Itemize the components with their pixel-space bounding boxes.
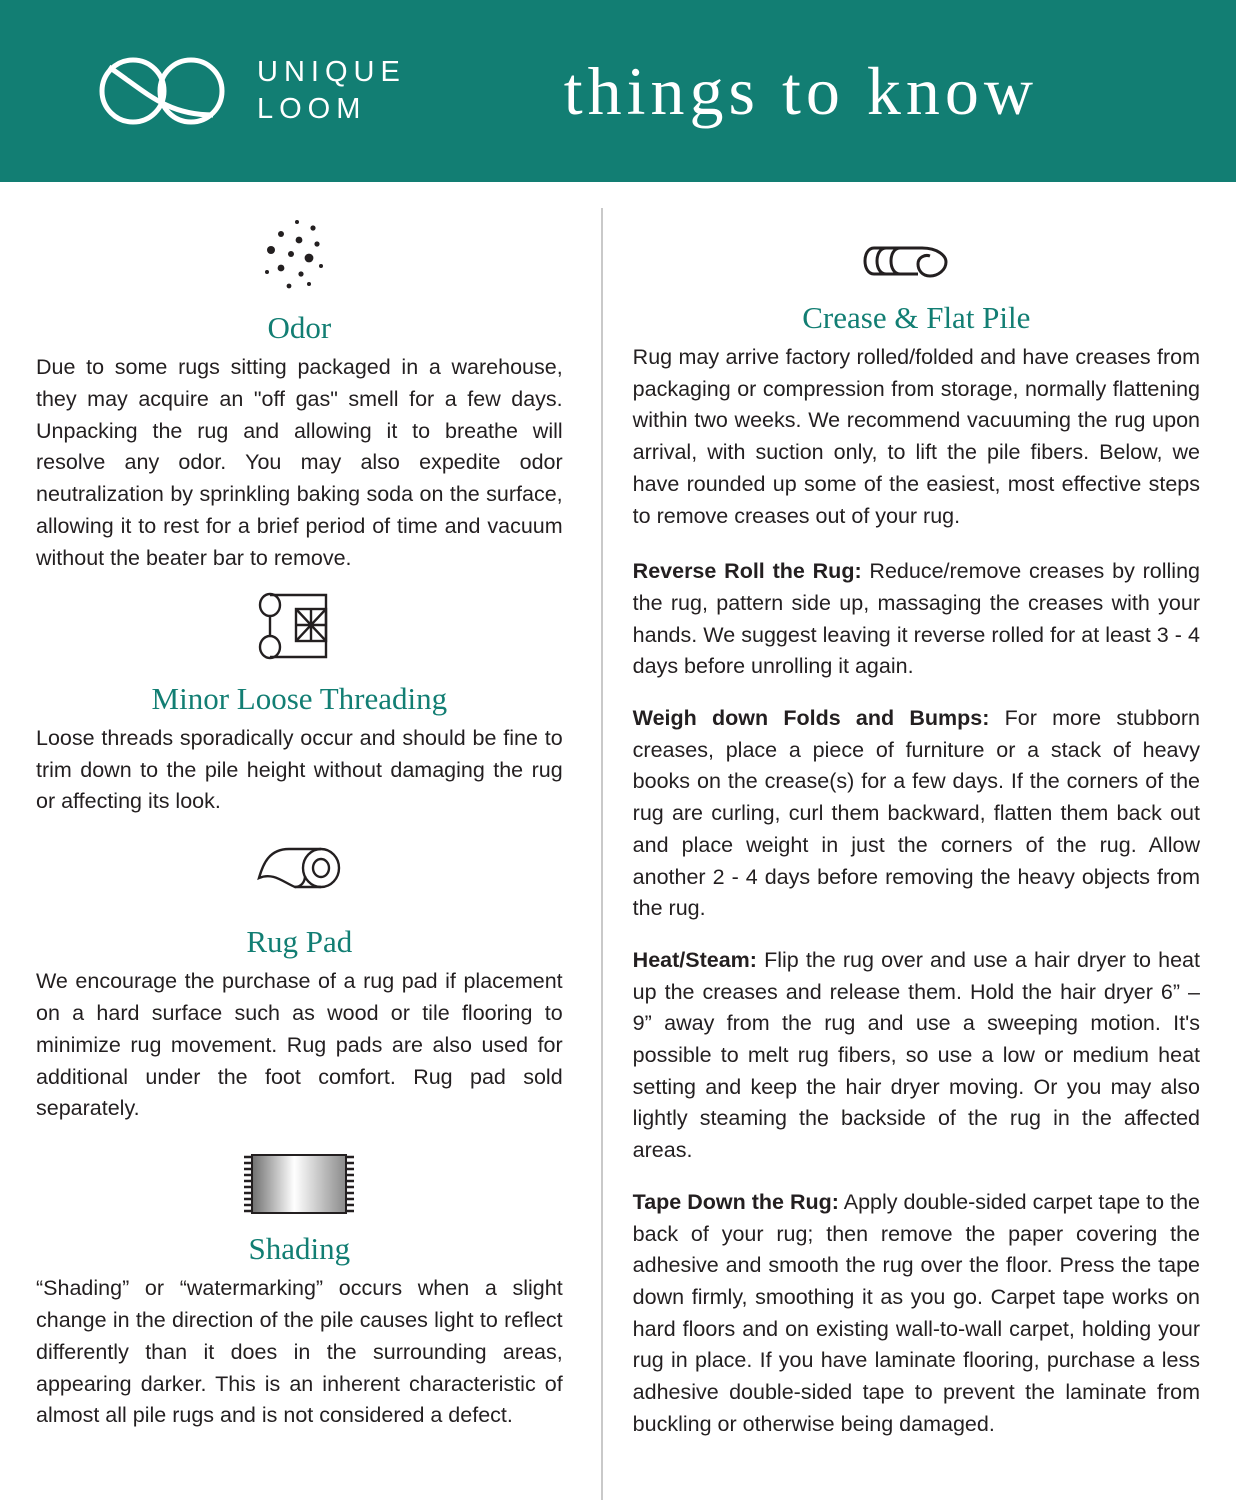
page-header	[0, 0, 1236, 182]
tip-weigh-down-text: For more stubborn creases, place a piece of furniture or a stack of heavy books on the crease(s) for a few days. If the corners of the rug are curling, curl them backward, flatten them back out and place weight in just the corners of the rug. Allow another 2 - 4 days before removing the heavy objects from the rug.	[632, 706, 1200, 921]
section-text-minor-loose-threading: Loose threads sporadically occur and should be fine to trim down to the pile height without damaging the rug or affecting its look.	[36, 725, 563, 814]
content-area	[0, 182, 1236, 1500]
section-title-minor-loose-threading: Minor Loose Threading	[151, 680, 448, 716]
right-column	[619, 208, 1200, 1500]
brand-line-2: LOOM	[257, 93, 367, 125]
section-title-odor: Odor	[267, 310, 332, 345]
odor-icon-wrap	[36, 208, 563, 304]
infinity-loom-logo-icon	[95, 53, 235, 129]
page-title: things to know	[563, 52, 1039, 129]
section-title-rug-pad: Rug Pad	[246, 924, 353, 960]
tip-tape-down-text: Apply double-sided carpet tape to the back of your rug; then remove the paper covering the adhesive and smooth the rug over the floor. Press the tape down firmly, smoothing it as you go. Carpet tape works on hard floors and on existing wall-to-wall carpet, holding your rug in place. If you have laminate flooring, purchase a less adhesive double-sided tape to prevent the laminate from buckling or otherwise being damaged.	[632, 1189, 1200, 1436]
section-rug-pad	[36, 822, 563, 1125]
tip-heat-steam	[633, 945, 1200, 1167]
crease-intro-text: Rug may arrive factory rolled/folded and have creases from packaging or compression from storage, normally flattening within two weeks. We recommend vacuuming the rug upon arrival, with suction only, to lift the pile fibers. Below, we have rounded up some of the easiest, most effective steps to remove creases out of your rug.	[632, 345, 1200, 528]
crease-icon-wrap	[633, 208, 1200, 294]
left-column	[36, 208, 585, 1500]
rug-pad-icon-wrap	[36, 822, 563, 918]
column-divider	[601, 208, 603, 1500]
brand-wordmark	[257, 54, 406, 128]
tip-reverse-roll	[633, 556, 1200, 683]
section-title-crease-flat-pile: Crease & Flat Pile	[802, 300, 1031, 335]
section-text-rug-pad: We encourage the purchase of a rug pad if placement on a hard surface such as wood or tile flooring to minimize rug movement. Rug pads are also used for additional under the foot comfort. Rug pad sold separately.	[36, 969, 563, 1121]
brand-line-1: UNIQUE	[257, 55, 406, 88]
section-odor	[36, 208, 563, 575]
section-title-shading: Shading	[248, 1231, 351, 1267]
tip-reverse-roll-lead: Reverse Roll the Rug:	[632, 559, 862, 584]
section-minor-loose-threading	[36, 579, 563, 818]
rolled-rug-icon-wrap	[36, 579, 563, 675]
tip-heat-steam-text: Flip the rug over and use a hair dryer to heat up the creases and release them. Hold the hair dryer 6” – 9” away from the rug and use a sweeping motion. It's possible to melt rug fibers, so use a low or medium heat setting and keep the hair dryer moving. Or you may also lightly steaming the backside of the rug in the affected areas.	[632, 947, 1200, 1163]
odor-dots-icon	[251, 214, 347, 304]
tip-heat-steam-lead: Heat/Steam:	[632, 947, 757, 972]
rolled-rug-icon	[244, 589, 354, 675]
tip-tape-down-lead: Tape Down the Rug:	[632, 1189, 839, 1214]
tip-tape-down	[633, 1187, 1200, 1441]
section-text-odor: Due to some rugs sitting packaged in a warehouse, they may acquire an "off gas" smell for a few days. Unpacking the rug and allowing it to breathe will resolve any odor. You may also expedite odor neutralization by sprinkling baking soda on the surface, allowing it to rest for a brief period of time and vacuum without the beater bar to remove.	[36, 355, 563, 570]
section-text-shading: “Shading” or “watermarking” occurs when a slight change in the direction of the pile causes light to reflect differently than it does in the surrounding areas, appearing darker. This is an inherent characteristic of almost all pile rugs and is not considered a defect.	[36, 1276, 563, 1428]
rolled-pile-icon	[856, 234, 976, 294]
tip-reverse-roll-text: Reduce/remove creases by rolling the rug, pattern side up, massaging the creases with your hands. We suggest leaving it reverse rolled for at least 3 - 4 days before unrolling it again.	[632, 559, 1200, 679]
section-shading	[36, 1129, 563, 1432]
rug-pad-roll-icon	[239, 838, 359, 918]
shaded-rug-icon	[234, 1143, 364, 1225]
brand-logo	[95, 53, 406, 129]
tip-weigh-down-lead: Weigh down Folds and Bumps:	[632, 706, 990, 731]
tip-weigh-down	[633, 703, 1200, 925]
shading-icon-wrap	[36, 1129, 563, 1225]
